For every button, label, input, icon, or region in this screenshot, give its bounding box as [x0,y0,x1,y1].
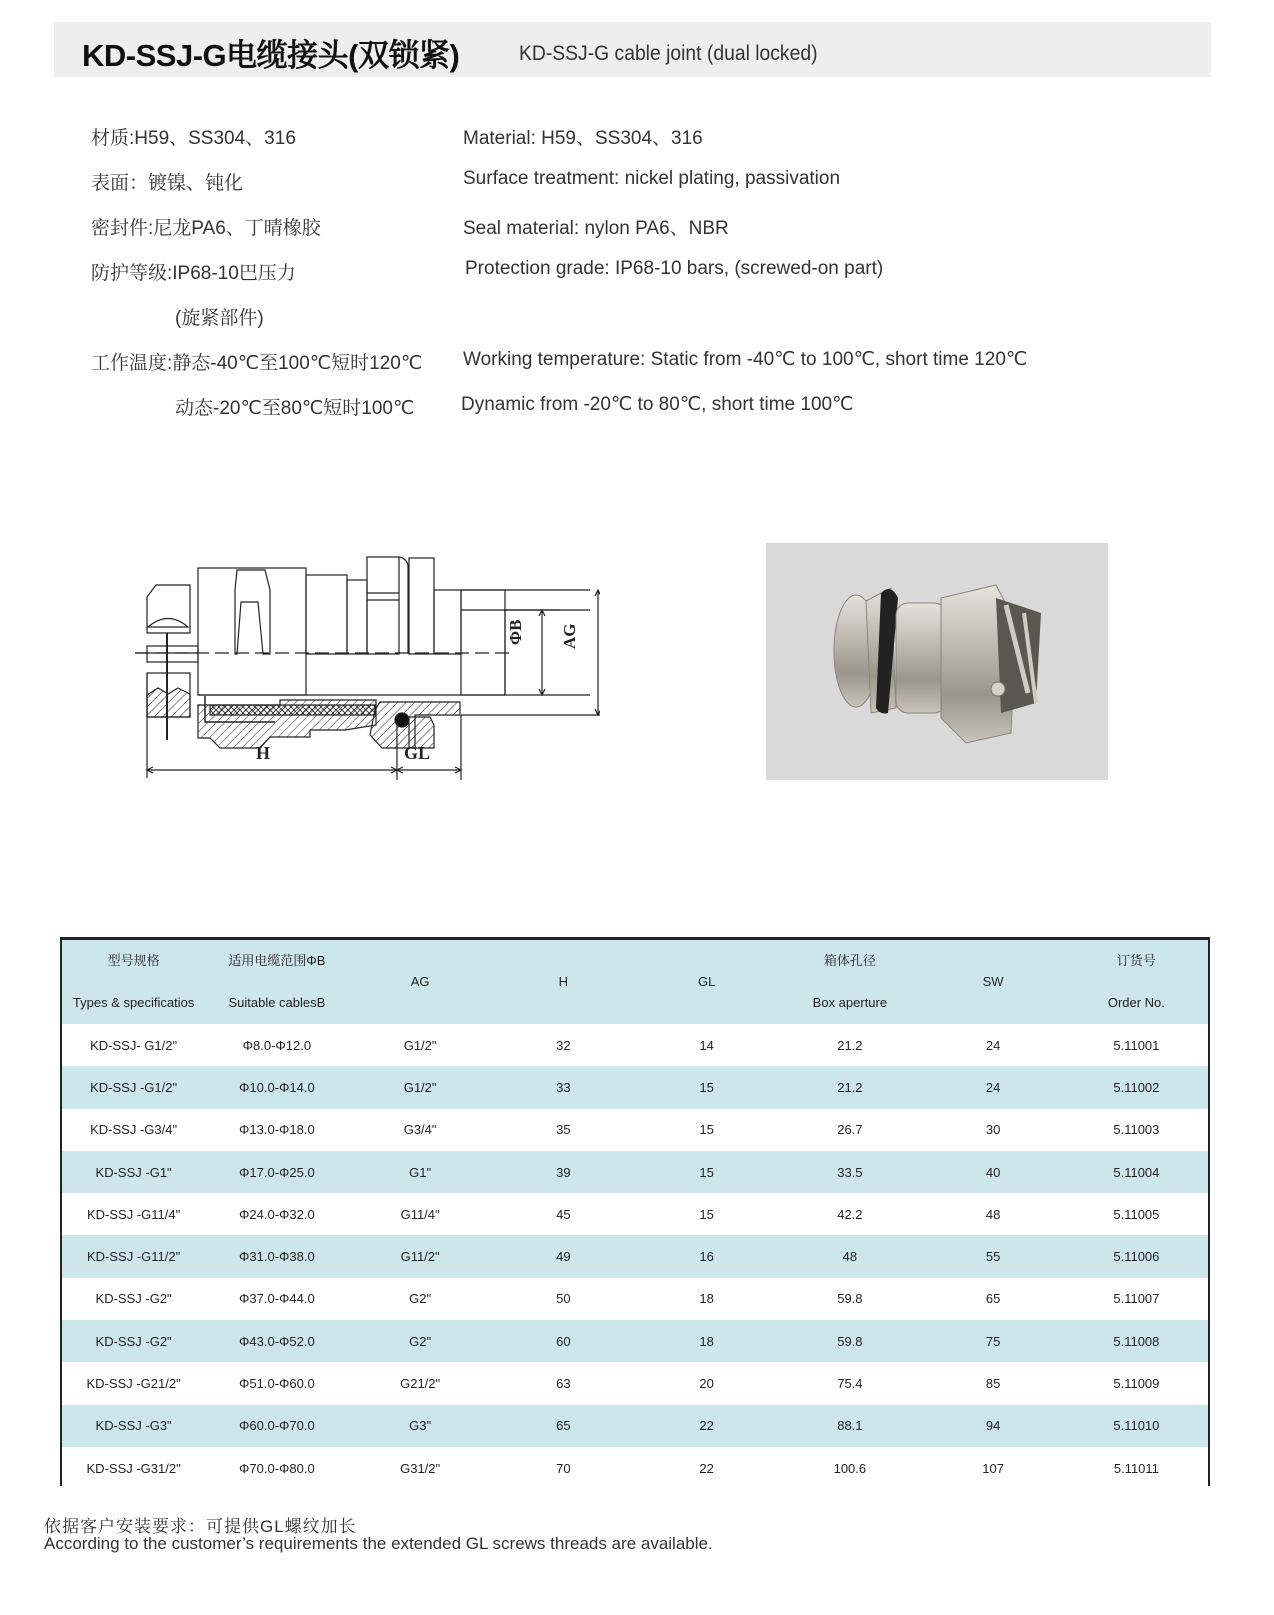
cell-box-aperture: 88.1 [837,1418,863,1434]
cell-ag: G21/2" [400,1376,441,1392]
header-gl: GL [697,974,716,989]
cell-box-aperture: 59.8 [837,1333,863,1349]
cell-gl: 22 [699,1460,714,1476]
cell-ag: G2" [409,1333,432,1349]
spec-material-en: Material: H59、SS304、316 [463,128,703,149]
cell-type: KD-SSJ -G3/4" [90,1122,178,1138]
product-photo [766,543,1108,780]
cell-cable-range: Φ70.0-Φ80.0 [239,1460,315,1476]
spec-protection-cn: 防护等级:IP68-10巴压力 [91,263,296,284]
cell-type: KD-SSJ -G1" [95,1164,172,1180]
cell-box-aperture: 21.2 [837,1079,863,1095]
header-sw: SW [982,974,1004,989]
header-ag: AG [410,974,430,989]
cell-ag: G11/4" [400,1206,440,1222]
cell-gl: 22 [699,1418,714,1434]
spec-seal-cn: 密封件:尼龙PA6、丁晴橡胶 [91,218,321,239]
header-order-no: 订货号 Order No. [1107,953,1165,1010]
table-row [62,1193,1208,1235]
cell-cable-range: Φ17.0-Φ25.0 [239,1164,315,1180]
cell-order-no: 5.11007 [1113,1291,1160,1307]
cell-gl: 18 [699,1333,714,1349]
cell-order-no: 5.11003 [1113,1122,1160,1138]
cell-gl: 15 [699,1206,714,1222]
cell-sw: 24 [985,1037,1001,1053]
cell-sw: 24 [985,1079,1001,1095]
table-row [62,1151,1208,1193]
cell-type: KD-SSJ -G11/2" [87,1249,181,1265]
cell-box-aperture: 59.8 [837,1291,863,1307]
cell-h: 49 [556,1249,571,1265]
cell-sw: 75 [985,1333,1001,1349]
table-row [62,1447,1208,1489]
cell-h: 70 [556,1460,571,1476]
title-bar [54,22,1211,77]
header-cable-range: 适用电缆范围ΦB Suitable cablesB [228,953,326,1010]
cell-ag: G1/2" [403,1079,437,1095]
spec-material-cn: 材质:H59、SS304、316 [91,128,296,149]
cell-type: KD-SSJ -G11/4" [87,1206,181,1222]
header-type: 型号规格 Types & specificatios [72,953,195,1010]
cell-type: KD-SSJ -G3" [95,1418,172,1434]
cell-cable-range: Φ10.0-Φ14.0 [239,1079,315,1095]
table-header-row [62,940,1208,1024]
cell-sw: 48 [985,1206,1001,1222]
table-row [62,1235,1208,1277]
cell-order-no: 5.11011 [1113,1460,1159,1476]
cell-sw: 85 [985,1376,1001,1392]
cell-gl: 14 [699,1037,714,1053]
cell-ag: G1/2" [403,1037,437,1053]
cell-h: 65 [556,1418,571,1434]
cell-h: 45 [556,1206,571,1222]
cell-type: KD-SSJ -G2" [95,1291,172,1307]
cell-box-aperture: 33.5 [837,1164,863,1180]
cell-ag: G1" [409,1164,432,1180]
page-title-en: KD-SSJ-G cable joint (dual locked) [519,42,818,65]
spec-protection-cn-2: (旋紧部件) [175,308,264,329]
cell-gl: 18 [699,1291,714,1307]
cell-order-no: 5.11001 [1113,1037,1160,1053]
cell-sw: 65 [985,1291,1001,1307]
cell-gl: 15 [699,1164,714,1180]
spec-seal-en: Seal material: nylon PA6、NBR [463,218,729,239]
table-row [62,1278,1208,1320]
cell-order-no: 5.11006 [1113,1249,1160,1265]
cell-box-aperture: 26.7 [837,1122,863,1138]
cell-h: 35 [556,1122,571,1138]
table-row [62,1362,1208,1404]
label-ag: AG [560,623,579,649]
cell-sw: 30 [985,1122,1001,1138]
cell-ag: G2" [409,1291,432,1307]
cell-order-no: 5.11004 [1113,1164,1160,1180]
label-phib: ΦB [506,619,525,645]
cell-cable-range: Φ37.0-Φ44.0 [239,1291,315,1307]
cell-cable-range: Φ60.0-Φ70.0 [239,1418,315,1434]
cell-gl: 15 [699,1122,714,1138]
table-row [62,1320,1208,1362]
table-row [62,1024,1208,1066]
table-row [62,1109,1208,1151]
cell-cable-range: Φ13.0-Φ18.0 [239,1122,315,1138]
cell-h: 32 [556,1037,571,1053]
spec-surface-en: Surface treatment: nickel plating, passivation [463,168,841,189]
cell-h: 60 [556,1333,571,1349]
cell-box-aperture: 75.4 [837,1376,863,1392]
cell-sw: 55 [985,1249,1001,1265]
label-gl: GL [403,743,431,763]
cell-sw: 107 [982,1460,1004,1476]
cell-sw: 40 [985,1164,1001,1180]
footer-note-en: According to the customer’s requirements the extended GL screws threads are available. [44,1534,713,1553]
header-box-aperture: 箱体孔径 Box aperture [812,953,888,1010]
cell-type: KD-SSJ- G1/2" [90,1037,178,1053]
page-title-cn: KD-SSJ-G电缆接头(双锁紧) [82,38,460,73]
technical-drawing [120,530,600,780]
cell-cable-range: Φ24.0-Φ32.0 [239,1206,315,1222]
cell-h: 63 [556,1376,571,1392]
spec-protection-en: Protection grade: IP68-10 bars, (screwed-on part) [465,258,884,279]
cell-h: 39 [556,1164,571,1180]
footer-note-cn: 依据客户安装要求：可提供GL螺纹加长 [44,1517,357,1536]
spec-temp-dyn-cn: 动态-20℃至80℃短时100℃ [175,398,415,419]
cell-ag: G11/2" [400,1249,440,1265]
cell-type: KD-SSJ -G21/2" [86,1376,181,1392]
cell-gl: 20 [699,1376,714,1392]
cell-gl: 15 [699,1079,714,1095]
cell-box-aperture: 21.2 [837,1037,863,1053]
cell-type: KD-SSJ -G31/2" [86,1460,181,1476]
cell-gl: 16 [699,1249,714,1265]
cell-order-no: 5.11008 [1113,1333,1160,1349]
table-row [62,1405,1208,1447]
cell-box-aperture: 42.2 [837,1206,863,1222]
cell-order-no: 5.11010 [1113,1418,1160,1434]
header-h: H [558,974,569,989]
cell-order-no: 5.11005 [1113,1206,1160,1222]
cable-joint-illustration [766,543,1108,780]
spec-surface-cn: 表面：镀镍、钝化 [91,173,244,194]
spec-table [60,937,1210,1486]
cell-ag: G31/2" [400,1460,441,1476]
cell-ag: G3/4" [403,1122,437,1138]
cell-box-aperture: 48 [842,1249,858,1265]
cell-box-aperture: 100.6 [833,1460,867,1476]
cell-cable-range: Φ43.0-Φ52.0 [239,1333,315,1349]
cell-order-no: 5.11002 [1113,1079,1160,1095]
cell-cable-range: Φ31.0-Φ38.0 [239,1249,315,1265]
cell-type: KD-SSJ -G2" [95,1333,172,1349]
cell-type: KD-SSJ -G1/2" [90,1079,178,1095]
label-h: H [255,743,271,763]
spec-temp-cn: 工作温度:静态-40℃至100℃短时120℃ [91,353,423,374]
cell-order-no: 5.11009 [1113,1376,1160,1392]
spec-temp-dyn-en: Dynamic from -20℃ to 80℃, short time 100℃ [461,394,854,415]
spec-temp-en: Working temperature: Static from -40℃ to 100℃, short time 120℃ [463,349,1028,370]
cell-cable-range: Φ51.0-Φ60.0 [239,1376,315,1392]
cell-cable-range: Φ8.0-Φ12.0 [242,1037,312,1053]
table-row [62,1066,1208,1108]
cell-h: 33 [556,1079,571,1095]
cell-h: 50 [556,1291,571,1307]
cell-ag: G3" [409,1418,432,1434]
cell-sw: 94 [985,1418,1001,1434]
